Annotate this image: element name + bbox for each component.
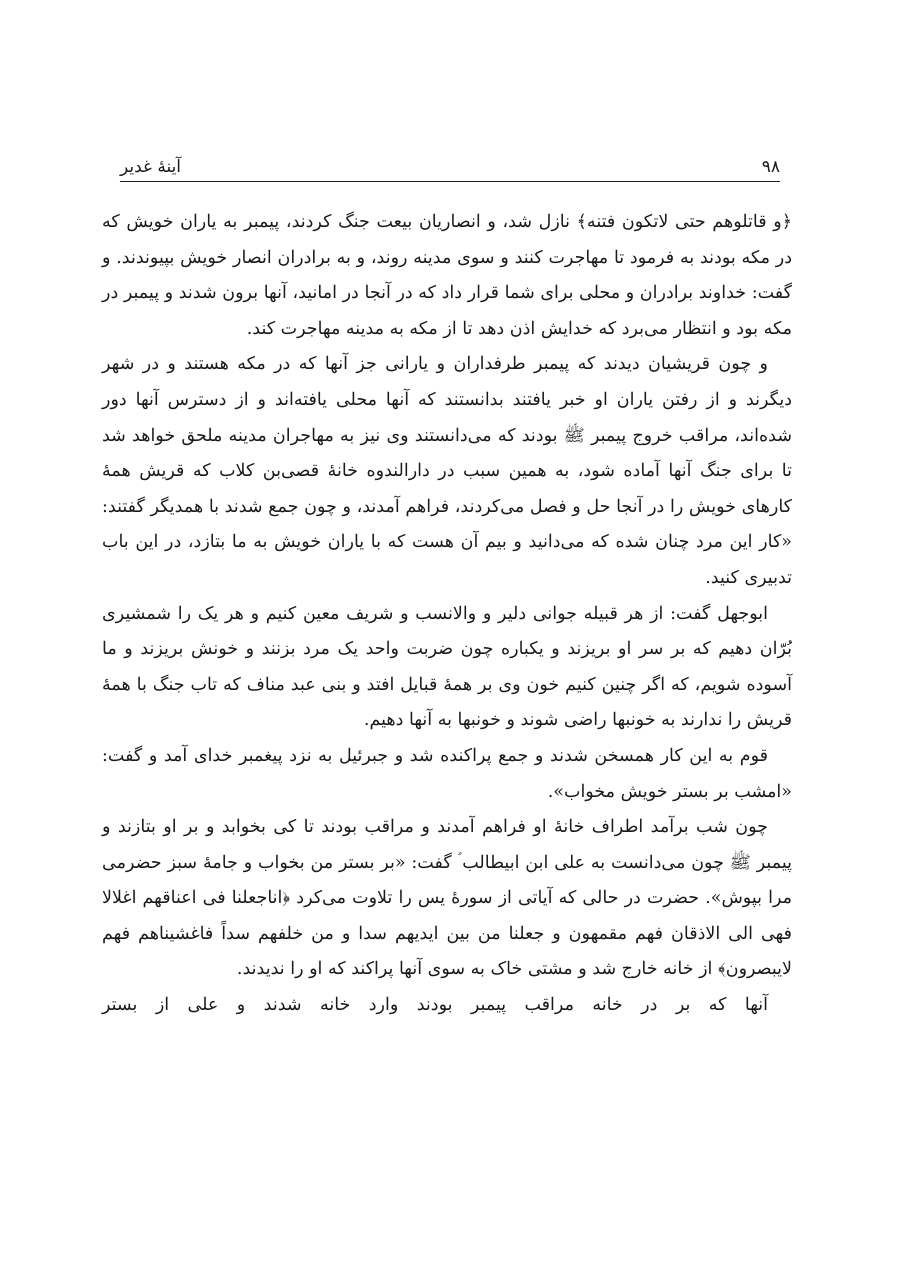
paragraph: ﴿و قاتلوهم حتی لاتکون فتنه﴾ نازل شد، و انصاریان بیعت جنگ کردند، پیمبر به یاران خویش که در مکه بودند به فرمود تا مهاجرت کنند و سوی مدینه روند، و به برادران انصار خویش بپیوندند. و گفت: خداوند برادران و محلی برای شما قرار داد که در آنجا در امانید، آنها برون شدند و پیمبر در مکه بود و انتظار می‌برد که خدایش اذن دهد تا از مکه به مدینه مهاجرت کند. (102, 212, 792, 339)
body-text (102, 205, 792, 1024)
running-title: آینهٔ غدیر (120, 157, 182, 177)
header-rule (120, 181, 780, 182)
paragraph: چون شب برآمد اطراف خانهٔ او فراهم آمدند و مراقب بودند تا کی بخوابد و بر او بتازند و پیمبر ﷺ چون می‌دانست به علی ابن ابیطالب ؑ گفت: «بر بستر من بخواب و جامهٔ سبز حضرمی مرا بپوش». حضرت در حالی که آیاتی از سورهٔ یس را تلاوت می‌کرد ﴿اناجعلنا فی اعناقهم اغلالا فهی الی الاذقان فهم مقمهون و جعلنا من بین ایدیهم سدا و من خلفهم سداً فاغشیناهم فهم لایبصرون﴾ از خانه خارج شد و مشتی خاک به سوی آنها پراکند که او را ندیدند. (102, 817, 792, 980)
paragraph: و چون قریشیان دیدند که پیمبر طرفداران و یارانی جز آنها که در مکه هستند و در شهر دیگرند و از رفتن یاران او خبر یافتند بدانستند که آنها محلی یافته‌اند و از دسترس آنها دور شده‌اند، مراقب خروج پیمبر ﷺ بودند که می‌دانستند وی نیز به مهاجران مدینه ملحق خواهد شد تا برای جنگ آنها آماده شود، به همین سبب در دارالندوه خانهٔ قصی‌بن کلاب که قریش همهٔ کارهای خویش را در آنجا حل و فصل می‌کردند، فراهم آمدند، و چون جمع شدند با همدیگر گفتند: «کار این مرد چنان شده که می‌دانید و بیم آن هست که با یاران خویش به ما بتازد، در این باب تدبیری کنید. (102, 354, 792, 588)
paragraph: آنها که بر در خانه مراقب پیمبر بودند وارد خانه شدند و علی از بستر (102, 995, 768, 1016)
page-number: ۹۸ (761, 157, 780, 177)
paragraph: قوم به این کار همسخن شدند و جمع پراکنده شد و جبرئیل به نزد پیغمبر خدای آمد و گفت: «امشب بر بستر خویش مخواب». (102, 745, 792, 802)
paragraph: ابوجهل گفت: از هر قبیله جوانی دلیر و والانسب و شریف معین کنیم و هر یک را شمشیری بُرّان دهیم که بر سر او بریزند و یکباره چون ضربت واحد یک مرد بزنند و خونش بریزند و ما آسوده شویم، که اگر چنین کنیم خون وی بر همهٔ قبایل افتد و بنی عبد مناف که تاب جنگ با همهٔ قریش را ندارند به خونبها راضی شوند و خونبها به آنها دهیم. (102, 603, 792, 731)
page-header (120, 145, 780, 177)
